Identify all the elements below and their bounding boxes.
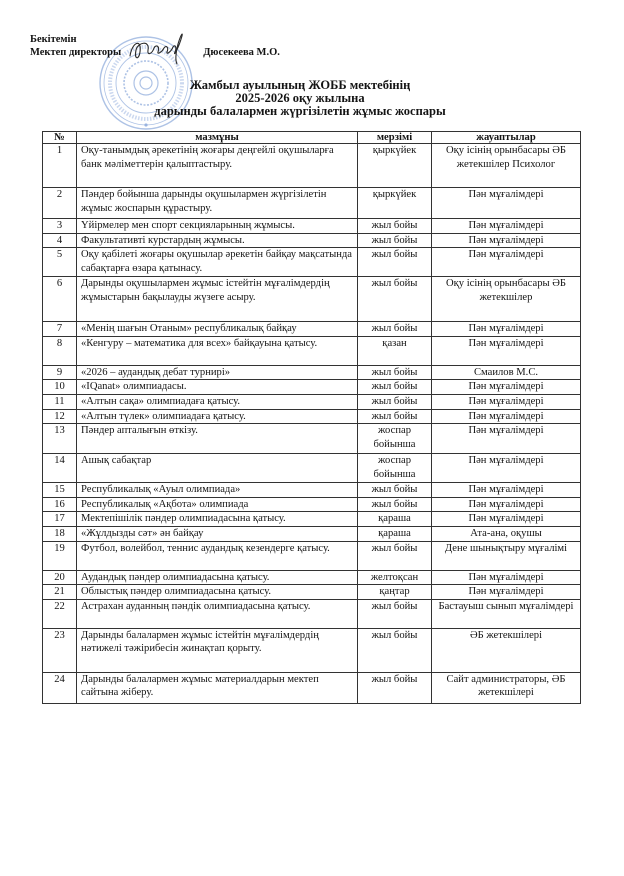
table-row (43, 394, 581, 409)
row-content: Факультативті курстардың жұмысы. (77, 233, 358, 248)
header-content: мазмұны (77, 132, 358, 144)
row-deadline: жыл бойы (358, 277, 432, 322)
row-deadline: қыркүйек (358, 188, 432, 219)
row-responsible: Бастауыш сынып мұғалімдері (432, 599, 581, 628)
row-responsible: Пән мұғалімдері (432, 570, 581, 585)
row-responsible: Пән мұғалімдері (432, 497, 581, 512)
row-content: Аудандық пәндер олимпиадасына қатысу. (77, 570, 358, 585)
row-content: Облыстық пәндер олимпиадасына қатысу. (77, 585, 358, 600)
director-name: Дюсекеева М.О. (203, 47, 280, 58)
header-responsible: жауаптылар (432, 132, 581, 144)
row-deadline: жыл бойы (358, 233, 432, 248)
work-plan-table (42, 131, 581, 704)
row-content: Мектепішілік пәндер олимпиадасына қатысу. (77, 512, 358, 527)
row-responsible: Пән мұғалімдері (432, 409, 581, 424)
table-row (43, 188, 581, 219)
table-row (43, 585, 581, 600)
row-content: Оқу қабілеті жоғары оқушылар әрекетін байқау мақсатында сабақтарға өзара қатынасу. (77, 248, 358, 277)
row-number: 2 (43, 188, 77, 219)
table-row (43, 336, 581, 365)
row-content: Дарынды оқушылармен жұмыс істейтін мұғалімдердің жұмыстарын бақылауды жүзеге асыру. (77, 277, 358, 322)
row-content: «Кенгуру – математика для всех» байқауына қатысу. (77, 336, 358, 365)
row-content: «2026 – аудандық дебат турнирі» (77, 365, 358, 380)
row-deadline: қараша (358, 526, 432, 541)
row-content: Республикалық «Ақбота» олимпиада (77, 497, 358, 512)
row-number: 7 (43, 322, 77, 337)
row-deadline: жоспар бойынша (358, 454, 432, 483)
row-responsible: Пән мұғалімдері (432, 188, 581, 219)
row-responsible: Пән мұғалімдері (432, 454, 581, 483)
approval-line: Бекітемін (30, 34, 77, 45)
row-content: «IQanat» олимпиадасы. (77, 380, 358, 395)
row-number: 6 (43, 277, 77, 322)
row-deadline: қаңтар (358, 585, 432, 600)
header-deadline: мерзімі (358, 132, 432, 144)
approval-block (30, 33, 280, 59)
row-deadline: жыл бойы (358, 541, 432, 570)
table-row (43, 248, 581, 277)
row-deadline: жыл бойы (358, 628, 432, 672)
row-number: 15 (43, 483, 77, 498)
row-content: Республикалық «Ауыл олимпиада» (77, 483, 358, 498)
row-responsible: Пән мұғалімдері (432, 483, 581, 498)
row-responsible: Пән мұғалімдері (432, 380, 581, 395)
row-content: Пәндер апталығын өткізу. (77, 424, 358, 454)
table-row (43, 365, 581, 380)
row-content: «Алтын сақа» олимпиадаға қатысу. (77, 394, 358, 409)
row-deadline: жыл бойы (358, 599, 432, 628)
page-title-line-2: 2025-2026 оқу жылына (235, 91, 365, 105)
table-row (43, 409, 581, 424)
table-row (43, 570, 581, 585)
row-number: 21 (43, 585, 77, 600)
row-number: 1 (43, 144, 77, 188)
table-row (43, 672, 581, 703)
row-responsible: Пән мұғалімдері (432, 248, 581, 277)
row-responsible: Ата-ана, оқушы (432, 526, 581, 541)
row-content: Астрахан ауданның пәндік олимпиадасына қатысу. (77, 599, 358, 628)
row-deadline: қыркүйек (358, 144, 432, 188)
row-number: 10 (43, 380, 77, 395)
table-header-row (43, 132, 581, 144)
row-number: 16 (43, 497, 77, 512)
row-content: Дарынды балалармен жұмыс істейтін мұғалімдердің нәтижелі тәжірибесін жинақтап қорыту. (77, 628, 358, 672)
row-content: Үйірмелер мен спорт секцияларының жұмысы. (77, 219, 358, 234)
row-deadline: қараша (358, 512, 432, 527)
table-row (43, 541, 581, 570)
table-row (43, 219, 581, 234)
row-number: 24 (43, 672, 77, 703)
row-deadline: желтоқсан (358, 570, 432, 585)
row-deadline: жоспар бойынша (358, 424, 432, 454)
row-responsible: Пән мұғалімдері (432, 585, 581, 600)
row-responsible: Оқу ісінің орынбасары ӘБ жетекшілер Психолог (432, 144, 581, 188)
row-number: 14 (43, 454, 77, 483)
table-row (43, 628, 581, 672)
row-deadline: жыл бойы (358, 483, 432, 498)
header-number: № (43, 132, 77, 144)
row-content: «Алтын түлек» олимпиадаға қатысу. (77, 409, 358, 424)
row-deadline: қазан (358, 336, 432, 365)
table-row (43, 233, 581, 248)
row-responsible: Оқу ісінің орынбасары ӘБ жетекшілер (432, 277, 581, 322)
table-row (43, 599, 581, 628)
row-number: 18 (43, 526, 77, 541)
table-row (43, 322, 581, 337)
row-deadline: жыл бойы (358, 248, 432, 277)
row-content: Ашық сабақтар (77, 454, 358, 483)
row-responsible: Пән мұғалімдері (432, 424, 581, 454)
row-number: 3 (43, 219, 77, 234)
row-deadline: жыл бойы (358, 380, 432, 395)
row-number: 17 (43, 512, 77, 527)
table-row (43, 424, 581, 454)
page-title-line-3: дарынды балалармен жүргізілетін жұмыс жоспары (154, 104, 446, 118)
table-row (43, 380, 581, 395)
row-content: Дарынды балалармен жұмыс материалдарын мектеп сайтына жіберу. (77, 672, 358, 703)
table-row (43, 277, 581, 322)
row-number: 4 (43, 233, 77, 248)
row-content: Пәндер бойынша дарынды оқушылармен жүргізілетін жұмыс жоспарын құрастыру. (77, 188, 358, 219)
row-number: 5 (43, 248, 77, 277)
row-responsible: Пән мұғалімдері (432, 394, 581, 409)
table-row (43, 526, 581, 541)
row-responsible: Дене шынықтыру мұғалімі (432, 541, 581, 570)
row-deadline: жыл бойы (358, 672, 432, 703)
table-row (43, 497, 581, 512)
row-number: 11 (43, 394, 77, 409)
row-responsible: Пән мұғалімдері (432, 336, 581, 365)
row-content: «Жұлдызды сәт» ән байқау (77, 526, 358, 541)
page-title-line-1: Жамбыл ауылының ЖОББ мектебінің (189, 78, 411, 92)
row-responsible: ӘБ жетекшілері (432, 628, 581, 672)
table-row (43, 512, 581, 527)
row-deadline: жыл бойы (358, 365, 432, 380)
table-row (43, 144, 581, 188)
row-deadline: жыл бойы (358, 409, 432, 424)
row-responsible: Пән мұғалімдері (432, 233, 581, 248)
row-number: 22 (43, 599, 77, 628)
row-deadline: жыл бойы (358, 322, 432, 337)
row-responsible: Смаилов М.С. (432, 365, 581, 380)
row-deadline: жыл бойы (358, 219, 432, 234)
row-number: 12 (43, 409, 77, 424)
row-number: 19 (43, 541, 77, 570)
table-row (43, 483, 581, 498)
row-deadline: жыл бойы (358, 497, 432, 512)
table-row (43, 454, 581, 483)
row-deadline: жыл бойы (358, 394, 432, 409)
row-responsible: Пән мұғалімдері (432, 322, 581, 337)
row-content: «Менің шағын Отаным» республикалық байқау (77, 322, 358, 337)
row-content: Футбол, волейбол, теннис аудандық кезендерге қатысу. (77, 541, 358, 570)
row-number: 20 (43, 570, 77, 585)
row-number: 9 (43, 365, 77, 380)
row-responsible: Пән мұғалімдері (432, 219, 581, 234)
director-label: Мектеп директоры (30, 47, 122, 58)
row-responsible: Сайт администраторы, ӘБ жетекшілері (432, 672, 581, 703)
row-number: 8 (43, 336, 77, 365)
row-number: 23 (43, 628, 77, 672)
row-content: Оқу-танымдық әрекетінің жоғары деңгейлі оқушыларға банк мәліметтерін қалыптастыру. (77, 144, 358, 188)
row-number: 13 (43, 424, 77, 454)
row-responsible: Пән мұғалімдері (432, 512, 581, 527)
